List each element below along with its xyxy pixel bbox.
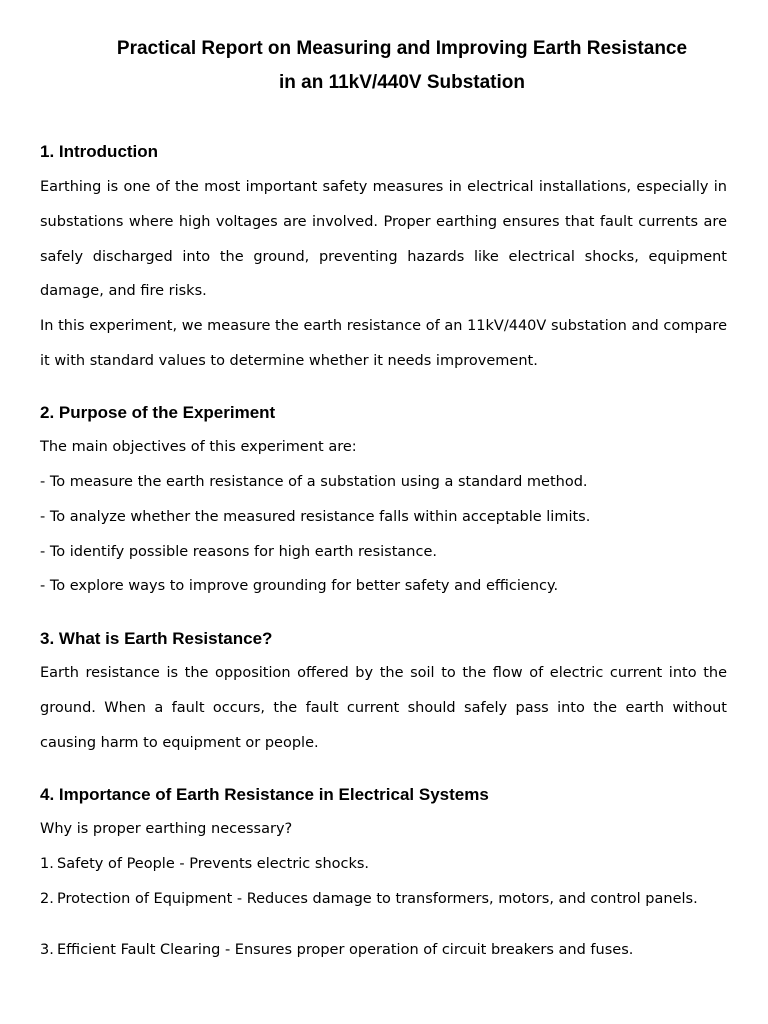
list-item [40,856,728,873]
list-item [40,891,728,908]
list-item-number: 3. [40,942,54,958]
list-item [40,942,728,959]
list-item-text: Protection of Equipment - Reduces damage to transformers, motors, and control panels. [57,891,698,907]
list-item-text: Efficient Fault Clearing - Ensures proper operation of circuit breakers and fuses. [57,942,634,958]
purpose-bullet: - To explore ways to improve grounding for better safety and efficiency. [40,578,559,594]
title-line-1: Practical Report on Measuring and Improving Earth Resistance [116,38,688,59]
importance-lead: Why is proper earthing necessary? [40,821,293,837]
purpose-bullet: - To measure the earth resistance of a substation using a standard method. [40,474,588,490]
list-item-text: Safety of People - Prevents electric shocks. [57,856,370,872]
what-paragraph: Earth resistance is the opposition offered by the soil to the flow of electric current into the ground. When a fault occurs, the fault current should safely pass into the earth without causing harm to equipment or people. [40,665,727,751]
list-item-number: 2. [40,891,54,907]
section-heading-importance: 4. Importance of Earth Resistance in Electrical Systems [40,785,489,804]
intro-paragraph-1: Earthing is one of the most important safety measures in electrical installations, especially in substations where high voltages are involved. Proper earthing ensures that fault currents are safely discharged into the ground, preventing hazards like electrical shocks, equipment damage, and fire risks. [40,179,727,300]
section-heading-introduction: 1. Introduction [40,142,159,161]
title-line-2: in an 11kV/440V Substation [278,72,526,93]
purpose-bullet: - To analyze whether the measured resistance falls within acceptable limits. [40,509,591,525]
purpose-lead: The main objectives of this experiment are: [40,439,357,455]
document-title [40,32,764,100]
section-heading-what-is-earth-resistance: 3. What is Earth Resistance? [40,629,273,648]
section-heading-purpose: 2. Purpose of the Experiment [40,403,276,422]
purpose-bullet: - To identify possible reasons for high earth resistance. [40,544,438,560]
list-item-number: 1. [40,856,54,872]
intro-paragraph-2: In this experiment, we measure the earth resistance of an 11kV/440V substation and compare it with standard values to determine whether it needs improvement. [40,318,727,369]
